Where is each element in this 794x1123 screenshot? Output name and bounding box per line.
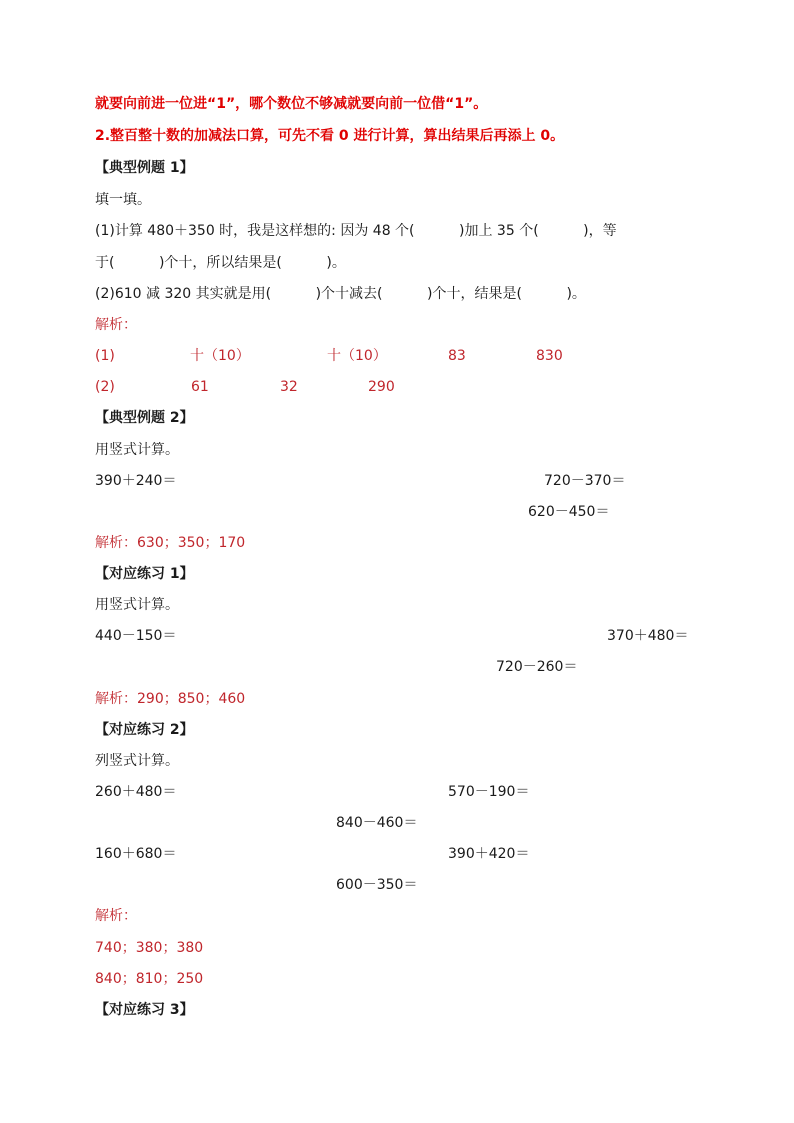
practice2-answer-line-1: 740；380；380 xyxy=(95,940,204,956)
ans1-d: 830 xyxy=(536,348,563,364)
practice2-problem-2: 570－190＝ xyxy=(448,784,530,800)
practice1-title: 【对应练习 1】 xyxy=(95,566,194,582)
practice2-problem-3: 840－460＝ xyxy=(336,815,418,831)
practice2-problem-1: 260＋480＝ xyxy=(95,784,177,800)
rule-line-1: 就要向前进一位进“1”，哪个数位不够减就要向前一位借“1”。 xyxy=(95,96,488,112)
ans1-c: 83 xyxy=(448,348,466,364)
ans2-a: 61 xyxy=(191,379,209,395)
example1-q1-line1: (1)计算 480＋350 时，我是这样想的: 因为 48 个( )加上 35 个( )，等 xyxy=(95,223,617,239)
example1-q2: (2)610 减 320 其实就是用( )个十减去( )个十，结果是( )。 xyxy=(95,286,586,302)
example1-analysis-label: 解析： xyxy=(95,317,137,333)
ans1-b: 十（10） xyxy=(327,348,387,364)
practice2-problem-5: 390＋420＝ xyxy=(448,846,530,862)
practice1-answer: 解析：290；850；460 xyxy=(95,691,246,707)
practice2-answer-line-2: 840；810；250 xyxy=(95,971,204,987)
practice2-analysis-label: 解析： xyxy=(95,908,137,924)
ans2-c: 290 xyxy=(368,379,395,395)
practice1-problem-3: 720－260＝ xyxy=(496,659,578,675)
ans2-index: (2) xyxy=(95,379,115,395)
practice2-problem-6: 600－350＝ xyxy=(336,877,418,893)
practice2-problem-4: 160＋680＝ xyxy=(95,846,177,862)
rule-line-2: 2.整百整十数的加减法口算，可先不看 0 进行计算，算出结果后再添上 0。 xyxy=(95,128,565,144)
ans2-b: 32 xyxy=(280,379,298,395)
ans1-a: 十（10） xyxy=(190,348,250,364)
practice1-problem-1: 440－150＝ xyxy=(95,628,177,644)
ans1-index: (1) xyxy=(95,348,115,364)
practice1-instruction: 用竖式计算。 xyxy=(95,597,179,613)
practice3-title: 【对应练习 3】 xyxy=(95,1002,194,1018)
example2-problem-1: 390＋240＝ xyxy=(95,473,177,489)
example2-title: 【典型例题 2】 xyxy=(95,410,194,426)
example2-answer: 解析：630；350；170 xyxy=(95,535,246,551)
example2-problem-3: 620－450＝ xyxy=(528,504,610,520)
practice2-instruction: 列竖式计算。 xyxy=(95,753,179,769)
practice2-title: 【对应练习 2】 xyxy=(95,722,194,738)
example1-instruction: 填一填。 xyxy=(95,192,151,208)
example1-q1-line2: 于( )个十，所以结果是( )。 xyxy=(95,255,346,271)
example2-instruction: 用竖式计算。 xyxy=(95,442,179,458)
example2-problem-2: 720－370＝ xyxy=(544,473,626,489)
practice1-problem-2: 370＋480＝ xyxy=(607,628,689,644)
example1-title: 【典型例题 1】 xyxy=(95,160,194,176)
